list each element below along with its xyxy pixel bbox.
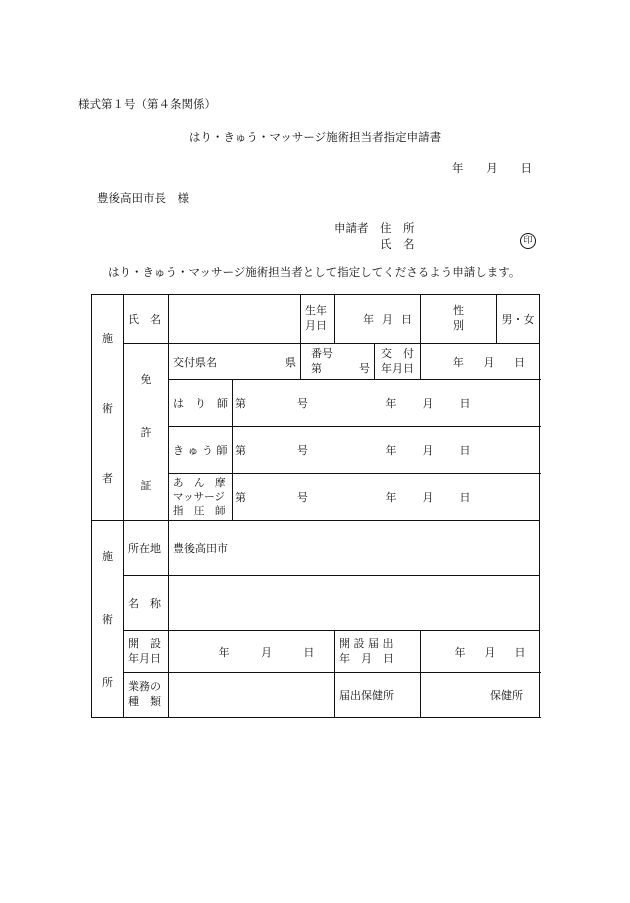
facility-section-header: 施 術 所	[92, 521, 124, 718]
seal-mark: 印	[520, 233, 536, 249]
location-field[interactable]: 豊後高田市	[169, 521, 540, 576]
license-type-massage: あ ん 摩 マッサージ 指 圧 師	[169, 474, 233, 521]
business-type-label: 業務の 種 類	[124, 673, 169, 718]
date-month: 月	[486, 161, 498, 175]
license-type-acupressure: は り 師	[169, 380, 233, 427]
application-table	[91, 294, 540, 718]
report-date-label: 開 設 届 出 年 月 日	[335, 631, 421, 673]
name-label: 氏 名	[124, 295, 169, 344]
issuing-prefecture-field[interactable]: 交付県名 県	[169, 344, 301, 380]
facility-name-label: 名 称	[124, 576, 169, 631]
license-number-field[interactable]: 番号 第 号	[301, 344, 375, 380]
license-section-header: 免 許 証	[124, 344, 169, 521]
health-center-label: 届出保健所	[335, 673, 421, 718]
health-center-field[interactable]: 保健所	[421, 673, 540, 718]
birth-date-field[interactable]: 年 月 日	[335, 295, 421, 344]
issue-date-field[interactable]: 年 月 日	[421, 344, 540, 380]
opened-date-field[interactable]: 年 月 日	[169, 631, 335, 673]
form-number: 様式第１号（第４条関係）	[78, 97, 216, 111]
name-field[interactable]	[169, 295, 301, 344]
license-entry-acupressure[interactable]: 第 号 年 月 日	[233, 380, 540, 427]
addressee: 豊後高田市長 様	[97, 191, 189, 205]
report-date-field[interactable]: 年 月 日	[421, 631, 540, 673]
application-date	[452, 160, 532, 176]
opened-date-label: 開 設 年月日	[124, 631, 169, 673]
request-statement: はり・きゅう・マッサージ施術担当者として指定してくださるよう申請します。	[108, 265, 521, 279]
location-label: 所在地	[124, 521, 169, 576]
applicant-address-label: 申請者 住 所	[334, 221, 415, 235]
license-type-moxibustion: き ゅ う 師	[169, 427, 233, 474]
date-year: 年	[452, 161, 464, 175]
license-entry-moxibustion[interactable]: 第 号 年 月 日	[233, 427, 540, 474]
practitioner-section-header: 施 術 者	[92, 295, 124, 521]
applicant-name-label: 氏 名	[380, 237, 415, 251]
sex-label: 性 別	[421, 295, 497, 344]
facility-name-field[interactable]	[169, 576, 540, 631]
license-entry-massage[interactable]: 第 号 年 月 日	[233, 474, 540, 521]
sex-value[interactable]: 男・女	[497, 295, 540, 344]
issue-date-label: 交 付 年月日	[375, 344, 421, 380]
document-title: はり・きゅう・マッサージ施術担当者指定申請書	[188, 130, 442, 144]
birth-label: 生年 月日	[301, 295, 335, 344]
date-day: 日	[520, 161, 532, 175]
business-type-field[interactable]	[169, 673, 335, 718]
